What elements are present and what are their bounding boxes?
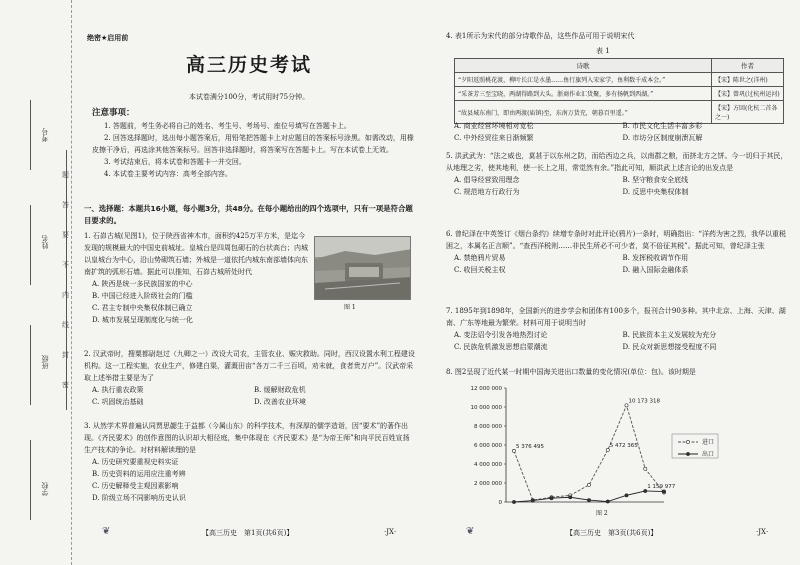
seal-mark: 要 bbox=[62, 231, 69, 239]
y-tick-label: 10 000 000 bbox=[470, 405, 502, 411]
seal-mark: 不 bbox=[62, 261, 69, 269]
option[interactable]: A. 倡导经营致用理念 bbox=[454, 176, 520, 184]
data-point bbox=[531, 499, 534, 502]
question-stem: 2. 汉武帝时，搜粟都尉赵过（九卿之一）改设大司农，主管农业、赈灾救助。同时，西汉设置水利工程建设机构。这一工程实施，农业生产，修建白渠，灌溉田亩“各万二千三百顷，劝末就，食者贵万户”。汉武帝采取上述举措主要是为了 bbox=[84, 350, 415, 382]
data-point bbox=[662, 490, 665, 493]
binding-line bbox=[66, 150, 67, 410]
notice-list bbox=[92, 120, 414, 180]
seal-mark: 题 bbox=[62, 171, 69, 179]
option[interactable]: B. 坚守粮食安全底线 bbox=[622, 176, 689, 184]
option[interactable]: B. 中国已经进入阶级社会的门槛 bbox=[92, 292, 193, 300]
footer-code: ·JX· bbox=[756, 528, 769, 536]
import-export-chart bbox=[454, 380, 754, 520]
exam-number-line bbox=[30, 100, 31, 170]
question-options bbox=[84, 384, 416, 408]
question-stem: 7. 1895年到1898年，全国新兴的进步学会和团体有100多个，报刊合计90多种。其中北京、上海、天津、湖南、广东等地最为繁荣。材料可用于说明当时 bbox=[446, 307, 786, 327]
page-footer: 【高三历史 第3页(共6页)】 bbox=[566, 529, 658, 537]
option[interactable]: B. 发挥税收调节作用 bbox=[622, 254, 689, 262]
notice-heading: 注意事项： bbox=[92, 108, 135, 118]
option[interactable]: D. 市坊分区制度崩溃瓦解 bbox=[622, 134, 703, 142]
question-6 bbox=[446, 228, 791, 276]
leaf-icon: ❦ bbox=[102, 526, 111, 537]
figure-1-caption: 图 1 bbox=[344, 304, 356, 311]
option[interactable]: D. 城市发展呈现制度化与统一化 bbox=[92, 316, 193, 324]
page-title: 高三历史考试 bbox=[185, 54, 312, 76]
option[interactable]: A. 执行重农政策 bbox=[92, 386, 144, 394]
question-stem: 6. 曾纪泽在中英签订《烟台条约》续增专条时对此评论(鸦片)一条时，明确指出：“洋药为害之烈，我华以重税困之，本属名正言顺”。“查西洋税则……非民生所必不可少者，莫不倍征其税”。据此可知，曾纪泽主张 bbox=[446, 230, 786, 250]
question-stem: 5. 洪武武为：“法之威也，莫甚于以东州之防，而给西边之兵，以南郡之粮，而挤北方之饼。今一切归于其民，从地理之劣，使其地利，使一长上之用，常觉然有余。”指此可知，顺洪武上述言论的出发点是 bbox=[446, 152, 788, 172]
option[interactable]: C. 巩固统治基础 bbox=[92, 398, 144, 406]
option[interactable]: C. 收回关税主权 bbox=[454, 266, 506, 274]
legend-label: 进口 bbox=[702, 439, 715, 446]
school-line bbox=[30, 440, 31, 520]
question-4-stem: 4. 表1所示为宋代的部分诗歌作品，这些作品可用于说明宋代 bbox=[446, 32, 635, 40]
left-page bbox=[84, 0, 422, 565]
option[interactable]: A. 变法诏令引发各地热烈讨论 bbox=[454, 331, 548, 339]
data-label: 10 173 318 bbox=[628, 398, 660, 405]
option[interactable]: B. 缓解财政危机 bbox=[254, 386, 306, 394]
data-point bbox=[569, 496, 572, 499]
binding-strip bbox=[0, 0, 72, 565]
table-cell: “夕阳返照桃花渡，柳叶长江是水墨……鱼行旗列入宋家学，鱼利数千成本会。” bbox=[455, 73, 712, 87]
question-3 bbox=[84, 420, 416, 504]
figure-1-photo bbox=[314, 236, 411, 300]
class-line bbox=[30, 325, 31, 405]
question-stem: 1. 石峁古城(见图1)，位于陕西省神木市，面积约425万平方米，是迄今发现的规模最大的中国史前城址。皇城台是四周包砌石的台状高台；内城以皇城台为中心，沿山势砌筑石墙；外城是一道依托内城东南部墙体向东南扩筑的弧形石墙。据此可以推知，石峁古城所处时代 bbox=[84, 232, 308, 276]
data-point bbox=[587, 483, 590, 486]
label-school: 学校 bbox=[41, 482, 49, 496]
option[interactable]: B. 市民文化生活丰富多彩 bbox=[622, 122, 703, 130]
section-heading: 一、选择题：本题共16小题，每小题3分，共48分。在每小题给出的四个选项中，只有一项是符合题目要求的。 bbox=[84, 204, 413, 225]
question-1 bbox=[84, 230, 310, 326]
seal-mark: 线 bbox=[62, 321, 69, 329]
seal-mark: 答 bbox=[62, 201, 69, 209]
notice-item: 2. 回答选择题时，选出每小题答案后，用铅笔把答题卡上对应题目的答案标号涂黑。如需改动，用橡皮擦干净后，再选涂其他答案标号。回答非选择题时，将答案写在答题卡上。写在本试卷上无效。 bbox=[92, 134, 414, 154]
question-stem: 3. 从然学术界普遍认同贾思勰生于益都（今属山东）的科学技术，有深厚的儒学造诣，因“要术”的著作出现。《齐民要术》的创作意图的认识却大相径庭，集中体现在《齐民要术》是“为帝王师”和向平民百姓宣扬生产技术的争论。对材料解读理的是 bbox=[84, 422, 410, 454]
option[interactable]: C. 君主专制中央集权体制已确立 bbox=[92, 304, 193, 312]
poem-table bbox=[454, 58, 784, 124]
data-label: 1 159 977 bbox=[647, 483, 676, 490]
footer-code: ·JX· bbox=[384, 528, 397, 536]
option[interactable]: A. 历史研究要重视史料实证 bbox=[92, 458, 179, 466]
table-1-caption: 表 1 bbox=[596, 47, 610, 55]
option[interactable]: D. 阶级立场不同影响历史认识 bbox=[92, 494, 186, 502]
option[interactable]: B. 历史资料的运用应注重考辨 bbox=[92, 470, 186, 478]
option[interactable]: A. 商业经营环境相对宽松 bbox=[454, 122, 534, 130]
seal-mark: 内 bbox=[62, 291, 69, 299]
data-label: 5 376 495 bbox=[516, 443, 544, 450]
legend-marker bbox=[686, 440, 689, 443]
table-cell: 【宋】陈世之(洋州) bbox=[712, 73, 784, 87]
option[interactable]: D. 反思中央集权体制 bbox=[622, 188, 689, 196]
option[interactable]: A. 陕西是统一多民族国家的中心 bbox=[92, 280, 193, 288]
data-point bbox=[625, 494, 628, 497]
name-line bbox=[30, 205, 31, 285]
right-page bbox=[446, 0, 791, 565]
table-cell: “采茶芳三至宝晓，两湖得路到大头。浙商作业汇货聚，多有扬帆到西湖。” bbox=[455, 87, 712, 101]
label-class: 班级 bbox=[41, 355, 49, 369]
notice-item: 1. 答题前，考生务必将自己的姓名、考生号、考场号、座位号填写在答题卡上。 bbox=[104, 122, 351, 130]
option[interactable]: A. 禁绝鸦片贸易 bbox=[454, 254, 506, 262]
question-options bbox=[84, 456, 416, 504]
option[interactable]: D. 改善农业环境 bbox=[254, 398, 306, 406]
legend-label: 出口 bbox=[702, 451, 715, 458]
option[interactable]: C. 规范地方行政行为 bbox=[454, 188, 520, 196]
y-tick-label: 8 000 000 bbox=[474, 424, 502, 430]
option[interactable]: C. 历史解释受主观因素影响 bbox=[92, 482, 179, 490]
data-point bbox=[587, 499, 590, 502]
secret-mark: 绝密★启用前 bbox=[87, 34, 129, 42]
option[interactable]: D. 民众对新思想接受程度不同 bbox=[622, 343, 717, 351]
y-tick-label: 2 000 000 bbox=[474, 481, 502, 487]
page-footer: 【高三历史 第1页(共6页)】 bbox=[202, 529, 294, 537]
question-2 bbox=[84, 348, 416, 408]
y-tick-label: 12 000 000 bbox=[470, 386, 502, 392]
data-label: 5 472 365 bbox=[609, 443, 638, 450]
question-4-options bbox=[446, 120, 791, 144]
label-exam-number: 考号 bbox=[41, 128, 49, 142]
y-tick-label: 4 000 000 bbox=[474, 462, 502, 468]
question-options bbox=[446, 120, 791, 144]
table-cell: 【宋】曾巩(过杭州运河) bbox=[712, 87, 784, 101]
seal-mark: 密 bbox=[62, 381, 69, 389]
option[interactable]: C. 民族危机激发思想启蒙潮流 bbox=[454, 343, 548, 351]
question-7 bbox=[446, 305, 791, 353]
data-point bbox=[550, 497, 553, 500]
legend-marker bbox=[686, 452, 689, 455]
table-row bbox=[455, 73, 784, 87]
option[interactable]: D. 融入国际金融体系 bbox=[622, 266, 689, 274]
table-header: 诗歌 bbox=[455, 59, 712, 73]
label-name: 姓名 bbox=[41, 235, 49, 249]
option[interactable]: B. 民族资本主义发展较为充分 bbox=[622, 331, 717, 339]
question-options bbox=[84, 278, 310, 326]
table-cell: “故县城东南门，即由两渡(庙镇)至，东南万货充，朝暮百里遥。” bbox=[455, 101, 712, 124]
question-5 bbox=[446, 150, 791, 198]
y-tick-label: 0 bbox=[498, 500, 502, 506]
notice-item: 3. 考试结束后，将本试卷和答题卡一并交回。 bbox=[104, 158, 246, 166]
data-point bbox=[644, 467, 647, 470]
notice-item: 4. 本试卷主要考试内容：高考全部内容。 bbox=[104, 170, 232, 178]
table-cell: 【宋】方回(化杭二首各之一) bbox=[712, 101, 784, 124]
data-point bbox=[606, 500, 609, 503]
option[interactable]: C. 中外经贸往来日渐频繁 bbox=[454, 134, 534, 142]
question-8-stem: 8. 图2呈现了近代某一时期中国海关进出口数量的变化情况(单位：包)。该时期是 bbox=[446, 368, 696, 376]
figure-2-caption: 图 2 bbox=[596, 510, 608, 517]
question-options bbox=[446, 252, 791, 276]
table-row bbox=[455, 87, 784, 101]
leaf-icon: ❦ bbox=[466, 526, 475, 537]
question-options bbox=[446, 329, 791, 353]
seal-mark: 封 bbox=[62, 351, 69, 359]
y-tick-label: 6 000 000 bbox=[474, 443, 502, 449]
table-header: 作者 bbox=[712, 59, 784, 73]
exam-info: 本试卷满分100分，考试用时75分钟。 bbox=[188, 93, 310, 101]
question-options bbox=[446, 174, 791, 198]
data-point bbox=[512, 500, 515, 503]
